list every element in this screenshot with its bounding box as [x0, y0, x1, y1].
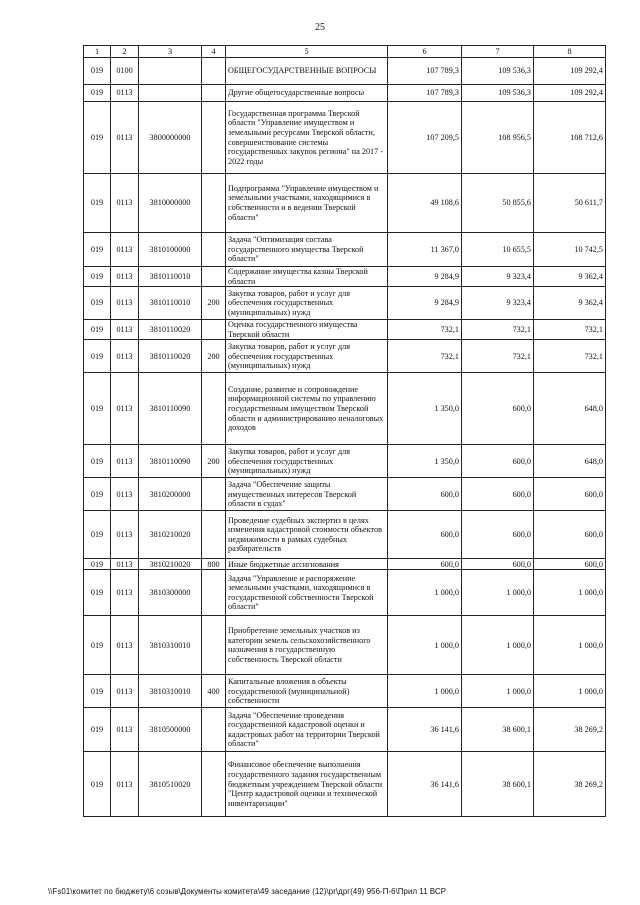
- table-cell: 019: [84, 511, 111, 559]
- table-cell: 38 269,2: [534, 708, 606, 752]
- table-cell: Подпрограмма "Управление имуществом и земельными участками, находящимися в собственности и в ведении Тверской области": [226, 174, 388, 233]
- table-cell: 800: [202, 559, 226, 570]
- table-cell: 9 323,4: [462, 267, 534, 287]
- table-cell: 400: [202, 675, 226, 708]
- header-cell: 1: [84, 46, 111, 58]
- table-cell: 3810110090: [139, 445, 202, 478]
- table-cell: [202, 511, 226, 559]
- table-row: [84, 102, 606, 174]
- table-cell: 019: [84, 85, 111, 102]
- table-cell: 10 655,5: [462, 233, 534, 267]
- table-cell: 9 284,9: [388, 287, 462, 320]
- table-cell: 107 789,3: [388, 58, 462, 85]
- table-row: [84, 445, 606, 478]
- table-cell: 3810110020: [139, 340, 202, 373]
- table-cell: [202, 570, 226, 616]
- table-cell: 0113: [111, 511, 139, 559]
- table-cell: [202, 174, 226, 233]
- header-cell: 8: [534, 46, 606, 58]
- table-cell: 019: [84, 570, 111, 616]
- table-cell: 36 141,6: [388, 752, 462, 817]
- table-cell: 600,0: [462, 511, 534, 559]
- table-cell: 3810210020: [139, 511, 202, 559]
- table-cell: ОБЩЕГОСУДАРСТВЕННЫЕ ВОПРОСЫ: [226, 58, 388, 85]
- budget-table: [83, 45, 606, 817]
- table-cell: 10 742,5: [534, 233, 606, 267]
- table-cell: 019: [84, 102, 111, 174]
- table-row: [84, 708, 606, 752]
- table-cell: 0113: [111, 752, 139, 817]
- table-cell: 3810200000: [139, 478, 202, 511]
- table-cell: 3810100000: [139, 233, 202, 267]
- table-row: [84, 174, 606, 233]
- table-cell: 0113: [111, 233, 139, 267]
- table-cell: 3810510020: [139, 752, 202, 817]
- table-cell: 1 000,0: [534, 616, 606, 675]
- table-cell: [202, 616, 226, 675]
- header-cell: 3: [139, 46, 202, 58]
- table-cell: 600,0: [534, 559, 606, 570]
- table-cell: [202, 233, 226, 267]
- table-cell: 109 292,4: [534, 85, 606, 102]
- table-cell: 0113: [111, 708, 139, 752]
- table-cell: 019: [84, 675, 111, 708]
- table-cell: 3810310010: [139, 675, 202, 708]
- table-cell: 1 000,0: [388, 616, 462, 675]
- table-cell: 200: [202, 340, 226, 373]
- table-cell: [202, 373, 226, 445]
- table-cell: 019: [84, 340, 111, 373]
- table-cell: Другие общегосударственные вопросы: [226, 85, 388, 102]
- table-cell: 019: [84, 559, 111, 570]
- table-row: [84, 287, 606, 320]
- table-cell: 3810110010: [139, 267, 202, 287]
- table-cell: 3810110010: [139, 287, 202, 320]
- table-cell: [202, 267, 226, 287]
- table-cell: 0113: [111, 373, 139, 445]
- header-cell: 6: [388, 46, 462, 58]
- table-cell: 107 209,5: [388, 102, 462, 174]
- table-cell: 0113: [111, 174, 139, 233]
- table-cell: 1 000,0: [388, 570, 462, 616]
- table-row: [84, 570, 606, 616]
- table-cell: [202, 58, 226, 85]
- table-cell: 1 000,0: [462, 616, 534, 675]
- table-row: [84, 675, 606, 708]
- table-cell: 600,0: [388, 559, 462, 570]
- table-row: [84, 478, 606, 511]
- header-cell: 7: [462, 46, 534, 58]
- table-cell: 0113: [111, 320, 139, 340]
- table-cell: 019: [84, 478, 111, 511]
- table-cell: 50 855,6: [462, 174, 534, 233]
- table-cell: Приобретение земельных участков из категории земель сельскохозяйственного назначения в государственную собственность Тверской области: [226, 616, 388, 675]
- table-cell: 0113: [111, 559, 139, 570]
- table-cell: 732,1: [462, 320, 534, 340]
- table-cell: 109 292,4: [534, 58, 606, 85]
- table-cell: 019: [84, 174, 111, 233]
- table-cell: Задача "Оптимизация состава государственного имущества Тверской области": [226, 233, 388, 267]
- table-cell: Капитальные вложения в объекты государственной (муниципальной) собственности: [226, 675, 388, 708]
- table-cell: 019: [84, 616, 111, 675]
- table-cell: 38 269,2: [534, 752, 606, 817]
- table-cell: 3810110090: [139, 373, 202, 445]
- table-cell: 0113: [111, 570, 139, 616]
- table-cell: 600,0: [534, 478, 606, 511]
- table-row: [84, 511, 606, 559]
- table-cell: 0100: [111, 58, 139, 85]
- table-cell: [202, 708, 226, 752]
- table-cell: Финансовое обеспечение выполнения государственного задания государственным бюджетным учреждением Тверской области "Центр кадастровой оценки и технической инвентаризации": [226, 752, 388, 817]
- table-cell: 0113: [111, 85, 139, 102]
- table-cell: 1 350,0: [388, 445, 462, 478]
- table-cell: Проведение судебных экспертиз в целях изменения кадастровой стоимости объектов недвижимости в рамках судебных разбирательств: [226, 511, 388, 559]
- table-cell: 600,0: [462, 478, 534, 511]
- table-cell: 0113: [111, 287, 139, 320]
- table-cell: 732,1: [534, 340, 606, 373]
- table-cell: 648,0: [534, 445, 606, 478]
- table-cell: 9 362,4: [534, 287, 606, 320]
- table-cell: 0113: [111, 616, 139, 675]
- table-cell: 0113: [111, 478, 139, 511]
- table-cell: 3810310010: [139, 616, 202, 675]
- table-cell: 9 323,4: [462, 287, 534, 320]
- table-cell: [202, 478, 226, 511]
- table-cell: 3810300000: [139, 570, 202, 616]
- header-row: [84, 46, 606, 58]
- table-cell: 0113: [111, 267, 139, 287]
- table-cell: 019: [84, 267, 111, 287]
- table-row: [84, 340, 606, 373]
- table-cell: 0113: [111, 445, 139, 478]
- table-cell: Закупка товаров, работ и услуг для обеспечения государственных (муниципальных) нужд: [226, 445, 388, 478]
- table-cell: 9 284,9: [388, 267, 462, 287]
- table-row: [84, 752, 606, 817]
- table-cell: Задача "Обеспечение проведения государственной кадастровой оценки и кадастровых работ на территории Тверской области": [226, 708, 388, 752]
- table-cell: 109 536,3: [462, 58, 534, 85]
- header-cell: 5: [226, 46, 388, 58]
- table-cell: 019: [84, 373, 111, 445]
- file-path-footer: \\Fs01\комитет по бюджету\6 созыв\Документы комитета\49 заседание (12)\pr\дрг(49) 956-П-6\Прил 11 ВСР: [48, 887, 446, 896]
- table-cell: 3810000000: [139, 174, 202, 233]
- table-cell: 109 536,3: [462, 85, 534, 102]
- table-cell: Иные бюджетные ассигнования: [226, 559, 388, 570]
- table-cell: 600,0: [388, 478, 462, 511]
- table-cell: [139, 58, 202, 85]
- table-cell: [139, 85, 202, 102]
- table-cell: 11 367,0: [388, 233, 462, 267]
- table-cell: 3810110020: [139, 320, 202, 340]
- table-cell: 600,0: [462, 373, 534, 445]
- table-cell: [202, 102, 226, 174]
- table-cell: Государственная программа Тверской области "Управление имуществом и земельными ресурсами Тверской области, совершенствование системы государственных закупок региона" на 2017 - 2022 годы: [226, 102, 388, 174]
- table-cell: 36 141,6: [388, 708, 462, 752]
- table-cell: 600,0: [462, 445, 534, 478]
- table-cell: 732,1: [462, 340, 534, 373]
- table-cell: 019: [84, 445, 111, 478]
- table-cell: 3810500000: [139, 708, 202, 752]
- header-cell: 2: [111, 46, 139, 58]
- table-cell: 108 712,6: [534, 102, 606, 174]
- table-cell: 1 000,0: [534, 570, 606, 616]
- table-row: [84, 616, 606, 675]
- table-cell: 107 789,3: [388, 85, 462, 102]
- table-cell: 38 600,1: [462, 708, 534, 752]
- table-cell: 1 000,0: [462, 675, 534, 708]
- table-cell: 38 600,1: [462, 752, 534, 817]
- table-cell: 3810210020: [139, 559, 202, 570]
- table-row: [84, 373, 606, 445]
- header-cell: 4: [202, 46, 226, 58]
- table-cell: 49 108,6: [388, 174, 462, 233]
- table-row: [84, 85, 606, 102]
- table-cell: 0113: [111, 340, 139, 373]
- table-cell: Задача "Обеспечение защиты имущественных интересов Тверской области в судах": [226, 478, 388, 511]
- table-cell: 019: [84, 752, 111, 817]
- table-cell: 648,0: [534, 373, 606, 445]
- table-cell: 3800000000: [139, 102, 202, 174]
- table-cell: 9 362,4: [534, 267, 606, 287]
- table-cell: 019: [84, 708, 111, 752]
- table-cell: 1 000,0: [534, 675, 606, 708]
- table-row: [84, 267, 606, 287]
- table-cell: 1 350,0: [388, 373, 462, 445]
- table-cell: 600,0: [462, 559, 534, 570]
- table-cell: Содержание имущества казны Тверской области: [226, 267, 388, 287]
- table-cell: 019: [84, 233, 111, 267]
- table-cell: 732,1: [388, 320, 462, 340]
- table-cell: [202, 320, 226, 340]
- table-cell: 200: [202, 445, 226, 478]
- table-cell: 0113: [111, 675, 139, 708]
- table-cell: [202, 85, 226, 102]
- table-cell: 019: [84, 287, 111, 320]
- table-cell: 1 000,0: [462, 570, 534, 616]
- table-cell: 019: [84, 58, 111, 85]
- table-cell: 0113: [111, 102, 139, 174]
- table-cell: Создание, развитие и сопровождение информационной системы по управлению государственным имуществом Тверской области и администрированию неналоговых доходов: [226, 373, 388, 445]
- table-cell: [202, 752, 226, 817]
- table-row: [84, 233, 606, 267]
- table-row: [84, 320, 606, 340]
- table-cell: 200: [202, 287, 226, 320]
- table-cell: Закупка товаров, работ и услуг для обеспечения государственных (муниципальных) нужд: [226, 287, 388, 320]
- table-cell: 600,0: [388, 511, 462, 559]
- table-cell: 50 611,7: [534, 174, 606, 233]
- table-cell: 732,1: [388, 340, 462, 373]
- table-cell: Закупка товаров, работ и услуг для обеспечения государственных (муниципальных) нужд: [226, 340, 388, 373]
- table-cell: 108 956,5: [462, 102, 534, 174]
- table-cell: 1 000,0: [388, 675, 462, 708]
- table-cell: 019: [84, 320, 111, 340]
- table-cell: 732,1: [534, 320, 606, 340]
- table-row: [84, 559, 606, 570]
- table-cell: Оценка государственного имущества Тверской области: [226, 320, 388, 340]
- page-number: 25: [315, 22, 325, 33]
- table-row: [84, 58, 606, 85]
- table-cell: 600,0: [534, 511, 606, 559]
- table-cell: Задача "Управление и распоряжение земельными участками, находящимися в государственной собственности Тверской области": [226, 570, 388, 616]
